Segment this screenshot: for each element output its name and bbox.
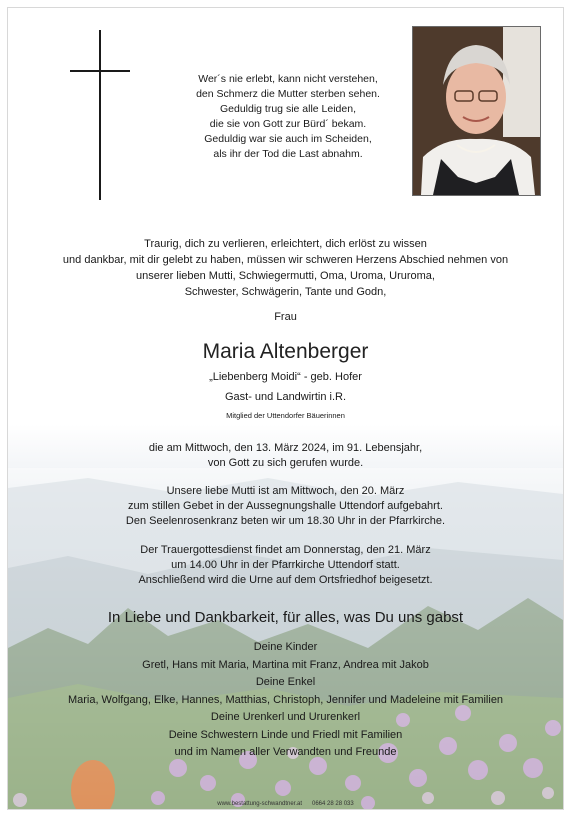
funeral-line: Der Trauergottesdienst findet am Donnerstag, den 21. März [140, 544, 431, 556]
wake-line: zum stillen Gebet in der Aussegnungshalle Uttendorf aufgebahrt. [128, 500, 443, 512]
intro-line: unserer lieben Mutti, Schwiegermutti, Oma, Uroma, Ururoma, [136, 270, 435, 282]
funeral-notice [8, 543, 563, 588]
poem-line: den Schmerz die Mutter sterben sehen. [196, 88, 380, 100]
mourners-list [8, 639, 563, 762]
funeral-line: Anschließend wird die Urne auf dem Ortsfriedhof beigesetzt. [138, 574, 433, 586]
cross-vertical-bar [99, 30, 101, 200]
mourners-line: Deine Schwestern Linde und Friedl mit Familien [168, 728, 403, 741]
wake-line: Unsere liebe Mutti ist am Mittwoch, den 20. März [166, 485, 405, 497]
cross-horizontal-bar [70, 70, 130, 72]
death-line: von Gott zu sich gerufen wurde. [207, 457, 364, 469]
portrait-photo [412, 26, 541, 196]
nickname: „Liebenberg Moidi“ - geb. Hofer [209, 371, 362, 383]
mourners-line: und im Namen aller Verwandten und Freunde [174, 746, 397, 758]
mourners-heading: Deine Kinder [253, 641, 318, 653]
parte-page [7, 7, 564, 810]
mourners-heading: Deine Urenkerl und Ururenkerl [210, 711, 361, 723]
intro-line: und dankbar, mit dir gelebt zu haben, müssen wir schweren Herzens Abschied nehmen von [62, 254, 509, 266]
poem-line: Geduldig trug sie alle Leiden, [219, 103, 356, 115]
mourners-heading: Deine Enkel [255, 676, 316, 688]
salutation: Frau [274, 311, 297, 323]
membership: Mitglied der Uttendorfer Bäuerinnen [226, 411, 345, 420]
intro-text [8, 236, 563, 300]
intro-line: Schwester, Schwägerin, Tante und Godn, [184, 286, 387, 298]
poem-line: Wer´s nie erlebt, kann nicht verstehen, [198, 73, 378, 85]
mourners-line: Gretl, Hans mit Maria, Martina mit Franz, Andrea mit Jakob [142, 658, 429, 671]
wake-line: Den Seelenrosenkranz beten wir um 18.30 Uhr in der Pfarrkirche. [125, 515, 446, 527]
occupation: Gast- und Landwirtin i.R. [224, 391, 347, 403]
closing-phrase: In Liebe und Dankbarkeit, für alles, was Du uns gabst [107, 609, 464, 626]
funeral-line: um 14.00 Uhr in der Pfarrkirche Uttendorf statt. [171, 559, 400, 571]
footer-contact: www.bestattung-schwandtner.at 0664 28 28 033 [217, 801, 354, 807]
poem-line: Geduldig war sie auch im Scheiden, [204, 133, 372, 145]
death-line: die am Mittwoch, den 13. März 2024, im 91. Lebensjahr, [148, 442, 423, 454]
wake-notice [8, 484, 563, 529]
mourners-line: Maria, Wolfgang, Elke, Hannes, Matthias, Christoph, Jennifer und Madeleine mit Familien [67, 693, 504, 706]
intro-line: Traurig, dich zu verlieren, erleichtert, dich erlöst zu wissen [144, 238, 427, 250]
poem-line: die sie von Gott zur Bürd´ bekam. [209, 118, 367, 130]
death-notice [8, 441, 563, 471]
poem-line: als ihr der Tod die Last abnahm. [213, 148, 363, 160]
memorial-poem [138, 72, 438, 162]
deceased-name: Maria Altenberger [202, 340, 369, 363]
